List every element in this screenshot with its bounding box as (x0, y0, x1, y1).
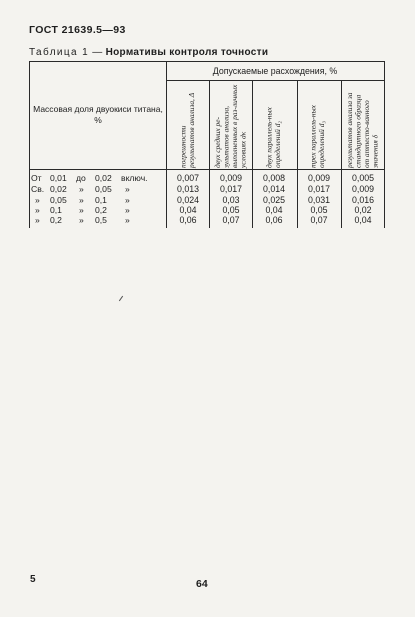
table-cell: 0,04 (265, 205, 283, 215)
standard-number: ГОСТ 21639.5—93 (29, 24, 126, 36)
table-cell: 0,025 (262, 195, 285, 205)
column-header-5: результатов анализа за стандартного образца от аттесто-ванного значения δ (345, 92, 380, 168)
table-cell: 0,04 (179, 205, 197, 215)
table-cell: 0,008 (262, 173, 285, 183)
table-caption (29, 47, 268, 58)
table-cell: 0,014 (262, 184, 285, 194)
header-group-rule (166, 80, 385, 81)
document-page: ГОСТ 21639.5—93 Таблица 1 — Нормативы контроля точности Допускаемые расхождения, % Массовая доля двуокиси титана, % погрешности результатов анализа, Δ двух средних ре-зультатов анализа, выполненных в раз-личных условиях dк двух параллель-ных определений d₂ трех параллель-ных определений d₃ результатов анализа за стандартного образца от аттесто-ванного значения δ От 0,01 до 0,02 включ. Св. 0,02 » 0,05 » » 0,05 » 0,1 » » 0,1 » 0,2 » » 0,2 » 0,5 » 0,007 0,009 0,008 0,009 0,005 0,013 0,017 0,014 0,017 0,009 0,024 0,03 0,025 0,031 0,016 0,04 0,05 0,04 0,05 0,02 0,06 0,07 0,06 0,07 0,04 5 64 (0, 0, 415, 617)
header-bottom-rule (29, 169, 385, 170)
table-cell: 0,009 (351, 184, 374, 194)
footer-left-number: 5 (30, 574, 36, 585)
column-header-1: погрешности результатов анализа, Δ (178, 92, 196, 168)
table-cell: 0,05 (310, 205, 328, 215)
page-number: 64 (196, 578, 208, 590)
table-cell: 0,016 (351, 195, 374, 205)
table-cell: 0,03 (222, 195, 240, 205)
table-cell: 0,017 (219, 184, 242, 194)
column-header-2: двух средних ре-зультатов анализа, выполненных в раз-личных условиях dк (213, 84, 248, 168)
table-cell: 0,06 (179, 215, 197, 225)
table-cell: 0,02 (354, 205, 372, 215)
table-top-rule (29, 61, 385, 62)
table-cell: 0,07 (310, 215, 328, 225)
table-cell: 0,06 (265, 215, 283, 225)
table-cell: 0,007 (176, 173, 199, 183)
table-cell: 0,005 (351, 173, 374, 183)
group-header: Допускаемые расхождения, % (212, 66, 338, 76)
table-cell: 0,013 (176, 184, 199, 194)
table-label: Таблица 1 (29, 47, 90, 58)
table-cell: 0,04 (354, 215, 372, 225)
table-cell: 0,009 (307, 173, 330, 183)
table-cell: 0,07 (222, 215, 240, 225)
row-header: Массовая доля двуокиси титана, % (33, 104, 163, 125)
table-cell: 0,024 (176, 195, 199, 205)
table-left-rule (29, 61, 30, 228)
column-header-4: трех параллель-ных определений d₃ (308, 105, 326, 168)
table-cell: 0,05 (222, 205, 240, 215)
column-header-3: двух параллель-ных определений d₂ (264, 107, 282, 168)
table-cell: 0,031 (307, 195, 330, 205)
table-title: Нормативы контроля точности (105, 47, 269, 58)
table-cell: 0,009 (219, 173, 242, 183)
stray-mark (119, 296, 123, 301)
table-cell: 0,017 (307, 184, 330, 194)
caption-dash: — (89, 47, 106, 58)
